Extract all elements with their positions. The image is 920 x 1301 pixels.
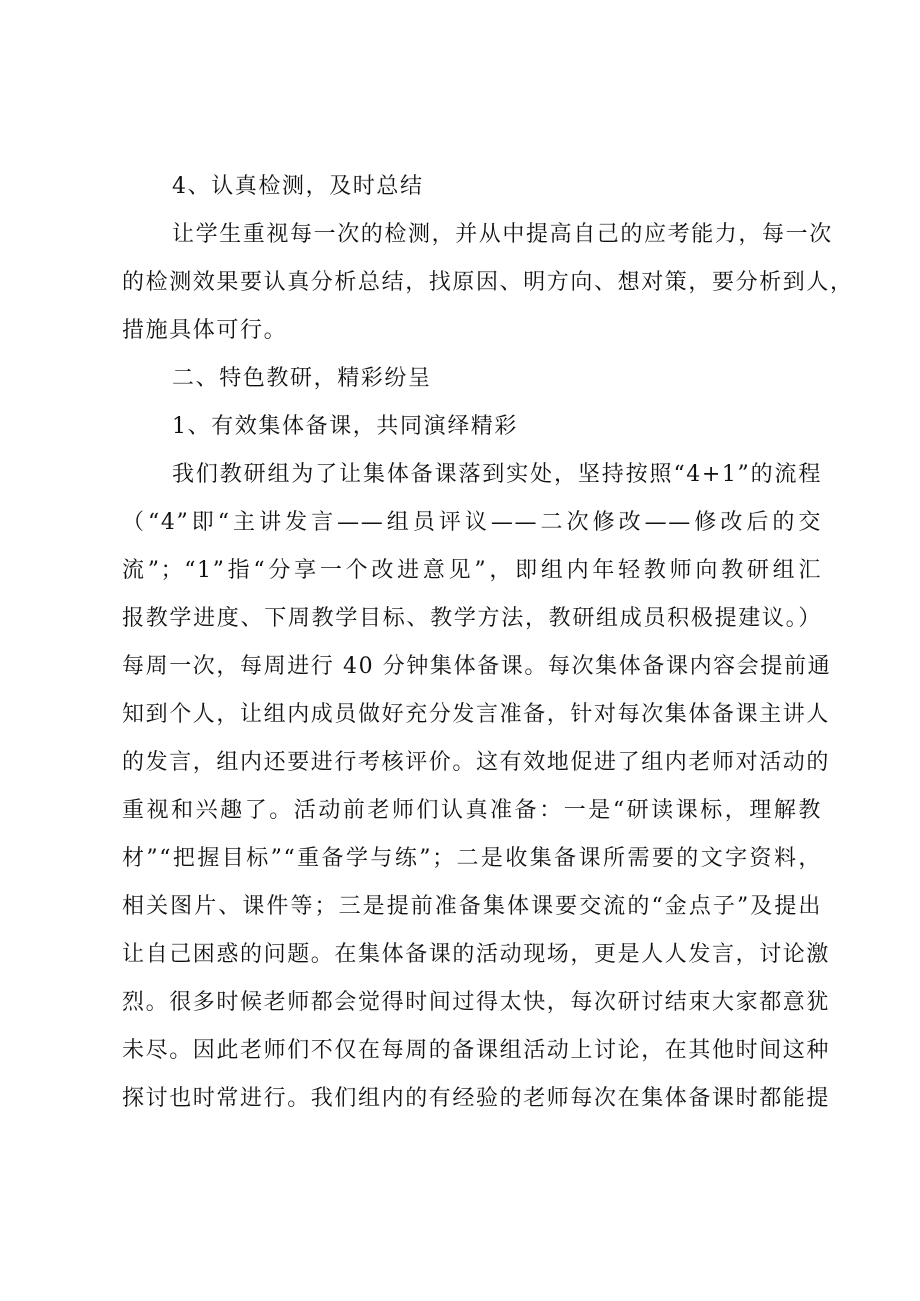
paragraph-line: 让自己困惑的问题。在集体备课的活动现场，更是人人发言，讨论激 (122, 942, 831, 967)
paragraph-line: 的发言，组内还要进行考核评价。这有效地促进了组内老师对活动的 (122, 750, 831, 775)
paragraph-line: 措施具体可行。 (122, 318, 288, 343)
paragraph-line: 的检测效果要认真分析总结，找原因、明方向、想对策，要分析到人， (122, 270, 854, 295)
paragraph-line: 相关图片、课件等；三是提前准备集体课要交流的“金点子”及提出 (122, 894, 822, 919)
paragraph-line: 未尽。因此老师们不仅在每周的备课组活动上讨论，在其他时间这种 (122, 1038, 831, 1063)
document-body (122, 163, 854, 1123)
paragraph-line: 烈。很多时候老师都会觉得时间过得太快，每次研讨结束大家都意犹 (122, 990, 831, 1015)
paragraph-line: 流”；“1”指“分享一个改进意见”，即组内年轻教师向教研组汇 (122, 558, 822, 583)
section-4-heading: 4、认真检测，及时总结 (172, 174, 424, 199)
paragraph-line: 报教学进度、下周教学目标、教学方法，教研组成员积极提建议。） (122, 606, 822, 631)
paragraph-line: 让学生重视每一次的检测，并从中提高自己的应考能力，每一次 (172, 222, 833, 247)
paragraph-line: 探讨也时常进行。我们组内的有经验的老师每次在集体备课时都能提 (122, 1086, 831, 1111)
paragraph-line: 知到个人，让组内成员做好充分发言准备，针对每次集体备课主讲人 (122, 702, 831, 727)
paragraph-line: （“4”即“主讲发言——组员评议——二次修改——修改后的交 (122, 510, 822, 535)
paragraph-line: 重视和兴趣了。活动前老师们认真准备：一是“研读课标，理解教 (122, 798, 822, 823)
paragraph-line: 我们教研组为了让集体备课落到实处，坚持按照“4+1”的流程 (172, 462, 822, 487)
subsection-1-heading: 1、有效集体备课，共同演绎精彩 (172, 414, 518, 439)
paragraph-line: 材”“把握目标”“重备学与练”；二是收集备课所需要的文字资料， (122, 846, 822, 871)
paragraph-line: 每周一次，每周进行 40 分钟集体备课。每次集体备课内容会提前通 (122, 654, 832, 679)
part-2-heading: 二、特色教研，精彩纷呈 (172, 366, 432, 391)
